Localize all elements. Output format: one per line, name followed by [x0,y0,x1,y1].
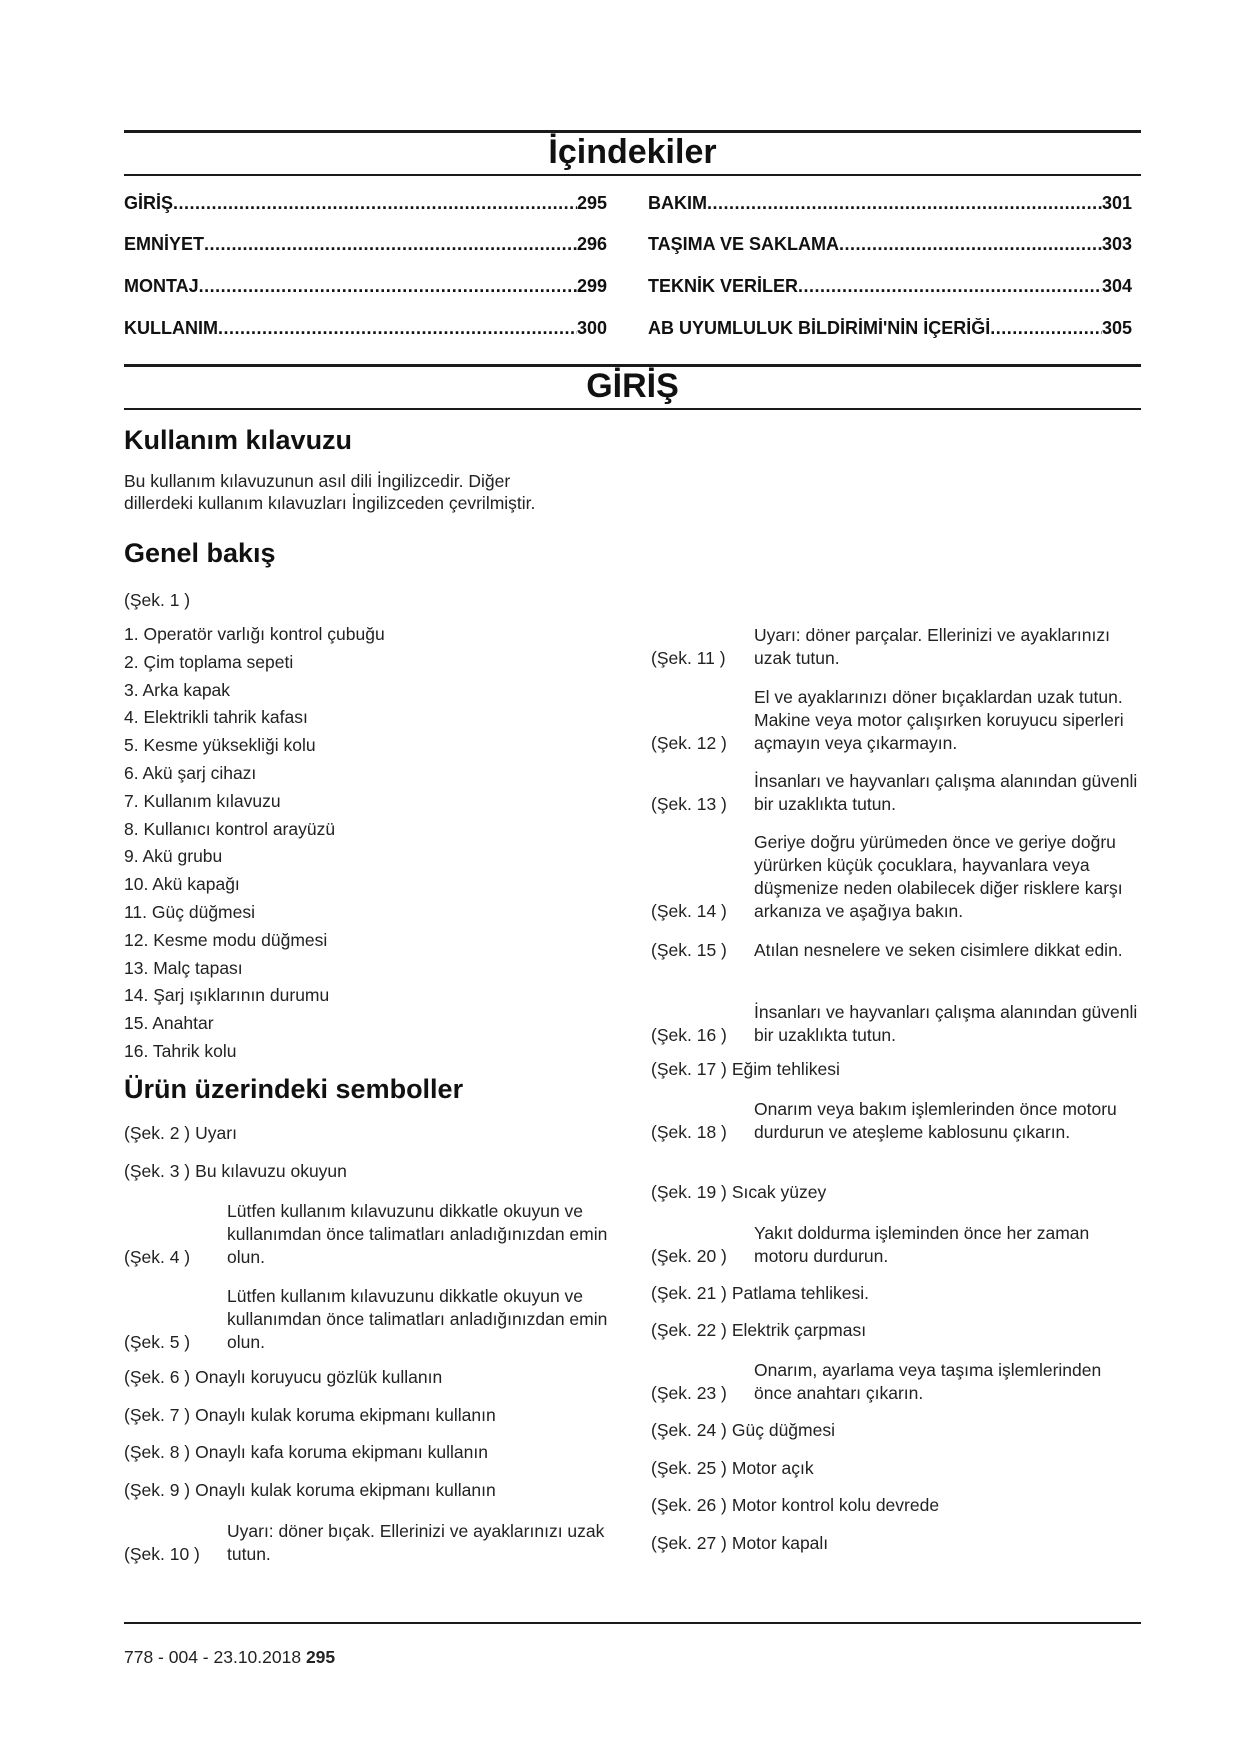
toc-entry[interactable]: MONTAJ ..... 299 [124,276,607,297]
list-item: 6. Akü şarj cihazı [124,762,257,783]
symbol-item: (Şek. 17 ) Eğim tehlikesi [651,1059,840,1079]
symbol-item: (Şek. 5 ) Lütfen kullanım kılavuzunu dikkatle okuyun ve kullanımdan önce talimatları anladığınızdan emin olun. [124,1286,608,1352]
symbol-item: (Şek. 20 ) Yakıt doldurma işleminden önce her zaman motoru durdurun. [651,1223,1090,1266]
toc-entry[interactable]: TEKNİK VERİLER ..... 304 [648,276,1132,297]
symbol-item: (Şek. 18 ) Onarım veya bakım işlemlerinden önce motoru durdurun ve ateşleme kablosunu çıkarın. [651,1099,1117,1142]
symbol-item: (Şek. 27 ) Motor kapalı [651,1533,829,1553]
symbol-item: (Şek. 3 ) Bu kılavuzu okuyun [124,1161,347,1181]
symbol-item: (Şek. 7 ) Onaylı kulak koruma ekipmanı kullanın [124,1405,496,1425]
toc-title: İçindekiler [548,133,717,171]
symbol-item: (Şek. 14 ) Geriye doğru yürümeden önce ve geriye doğru yürürken küçük çocuklara, hayvanlara veya düşmenize neden olabilecek diğer risklere karşı arkanıza ve aşağıya bakın. [651,832,1123,921]
symbol-item: (Şek. 16 ) İnsanları ve hayvanları çalışma alanından güvenli bir uzaklıkta tutun. [651,1002,1138,1045]
overview-list [124,623,385,1068]
page-footer: 778 - 004 - 23.10.2018 295 [124,1647,336,1667]
toc-entry[interactable]: KULLANIM ..... 300 [124,318,607,339]
list-item: 4. Elektrikli tahrik kafası [124,707,308,728]
overview-heading: Genel bakış [124,538,276,568]
page-number: 295 [305,1647,336,1667]
toc-entry[interactable]: TAŞIMA VE SAKLAMA ..... 303 [648,234,1132,255]
toc-entry[interactable]: BAKIM ..... 301 [648,193,1132,214]
symbol-item: (Şek. 24 ) Güç düğmesi [651,1420,835,1440]
symbol-item: (Şek. 15 ) Atılan nesnelere ve seken cisimlere dikkat edin. [651,940,1123,960]
manual-text-line-1: Bu kullanım kılavuzunun asıl dili İngilizcedir. Diğer [124,471,511,491]
symbol-item: (Şek. 22 ) Elektrik çarpması [651,1320,867,1340]
symbol-item: (Şek. 21 ) Patlama tehlikesi. [651,1283,870,1303]
section-bottom-rule [124,408,1141,410]
symbol-item: (Şek. 25 ) Motor açık [651,1458,814,1478]
list-item: 12. Kesme modu düğmesi [124,929,328,950]
symbol-item: (Şek. 9 ) Onaylı kulak koruma ekipmanı kullanın [124,1480,496,1500]
symbol-item: (Şek. 12 ) El ve ayaklarınızı döner bıçaklardan uzak tutun. Makine veya motor çalışırken koruyucu siperleri açmayın veya çıkarmayın. [651,687,1124,753]
overview-figure-ref: (Şek. 1 ) [124,590,191,610]
toc-entry[interactable]: AB UYUMLULUK BİLDİRİMİ'NİN İÇERİĞİ ..... 305 [648,318,1132,339]
list-item: 8. Kullanıcı kontrol arayüzü [124,818,336,839]
symbol-item: (Şek. 6 ) Onaylı koruyucu gözlük kullanın [124,1367,443,1387]
list-item: 13. Malç tapası [124,957,243,978]
footer-rule [124,1622,1141,1624]
list-item: 7. Kullanım kılavuzu [124,790,281,811]
list-item: 11. Güç düğmesi [124,901,255,922]
symbol-item: (Şek. 4 ) Lütfen kullanım kılavuzunu dikkatle okuyun ve kullanımdan önce talimatları anladığınızdan emin olun. [124,1201,608,1267]
manual-heading: Kullanım kılavuzu [124,425,353,455]
toc-entry[interactable]: GİRİŞ ..... 295 [124,193,607,214]
list-item: 15. Anahtar [124,1013,214,1034]
list-item: 1. Operatör varlığı kontrol çubuğu [124,624,385,644]
toc-bottom-rule [124,174,1141,176]
symbol-item: (Şek. 26 ) Motor kontrol kolu devrede [651,1495,940,1515]
symbols-heading: Ürün üzerindeki semboller [124,1074,464,1104]
section-title: GİRİŞ [586,367,679,405]
toc-entry[interactable]: EMNİYET ..... 296 [124,234,607,255]
list-item: 16. Tahrik kolu [124,1040,237,1061]
list-item: 9. Akü grubu [124,846,223,867]
list-item: 10. Akü kapağı [124,874,240,895]
list-item: 2. Çim toplama sepeti [124,651,294,672]
symbol-item: (Şek. 10 ) Uyarı: döner bıçak. Ellerinizi ve ayaklarınızı uzak tutun. [124,1521,605,1564]
list-item: 5. Kesme yüksekliği kolu [124,735,316,756]
list-item: 3. Arka kapak [124,679,231,700]
symbol-item: (Şek. 8 ) Onaylı kafa koruma ekipmanı kullanın [124,1442,488,1462]
symbol-item: (Şek. 19 ) Sıcak yüzey [651,1182,827,1202]
symbol-item: (Şek. 2 ) Uyarı [124,1123,237,1143]
manual-text-line-2: dillerdeki kullanım kılavuzları İngilizceden çevrilmiştir. [124,493,536,513]
symbol-item: (Şek. 23 ) Onarım, ayarlama veya taşıma işlemlerinden önce anahtarı çıkarın. [651,1360,1102,1403]
symbol-item: (Şek. 11 ) Uyarı: döner parçalar. Ellerinizi ve ayaklarınızı uzak tutun. [651,625,1110,668]
symbol-item: (Şek. 13 ) İnsanları ve hayvanları çalışma alanından güvenli bir uzaklıkta tutun. [651,771,1138,814]
list-item: 14. Şarj ışıklarının durumu [124,985,330,1006]
